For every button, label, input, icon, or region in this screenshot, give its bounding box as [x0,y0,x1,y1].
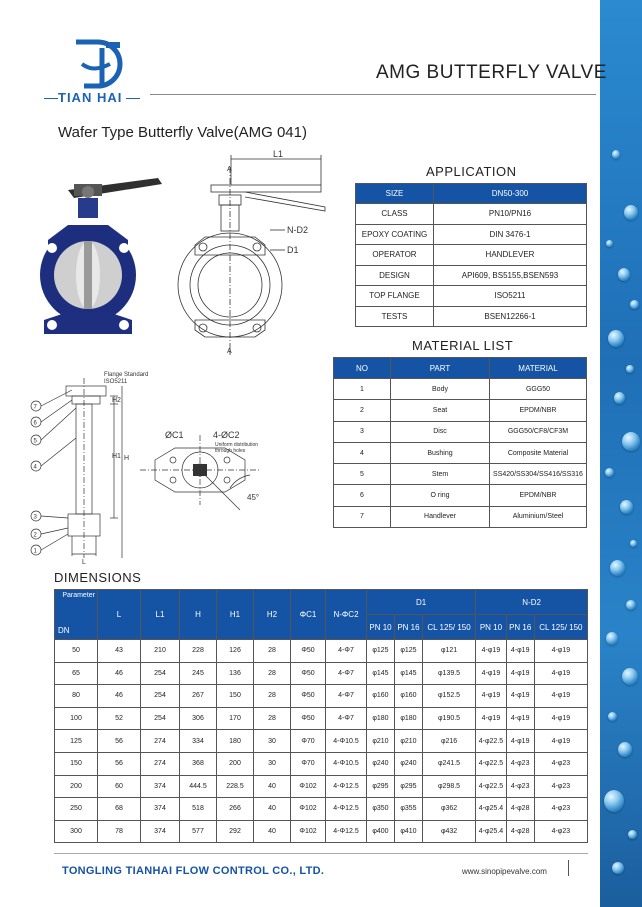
dimensions-cell: Φ102 [291,775,326,798]
dimensions-cell: 200 [55,775,98,798]
dimensions-cell: 4-φ19 [476,662,507,685]
dimensions-cell: 78 [98,820,141,843]
dimensions-cell: 4-φ23 [534,820,587,843]
label-l: L [82,559,86,566]
dimensions-corner: Parameter DN [55,590,98,640]
application-row-design: DESIGN API609, BS5155,BSEN593 [356,265,587,286]
dimensions-cell: 4-Φ7 [326,707,367,730]
label-c1: ØC1 [165,430,184,440]
callout-2: 2 [33,532,37,539]
dimensions-cell: 30 [254,730,291,753]
dimensions-title: DIMENSIONS [54,570,142,585]
dimensions-cell: 254 [141,662,180,685]
dimensions-cell: 4-Φ7 [326,662,367,685]
dimensions-cell: 266 [217,798,254,821]
dimensions-cell: φ410 [394,820,422,843]
dimensions-body [55,640,588,843]
dimensions-cell: φ210 [394,730,422,753]
dimensions-cell: 374 [141,820,180,843]
dimensions-row [55,662,588,685]
dimensions-cell: φ121 [422,640,475,663]
label-uniform: Uniform distribution [215,442,259,448]
dimensions-cell: 56 [98,752,141,775]
dimensions-cell: 40 [254,775,291,798]
dimensions-cell: 4-φ22.5 [476,730,507,753]
side-view-drawing [26,368,149,568]
material-row: 5 Stem SS420/SS304/SS416/SS316 [334,464,587,485]
dimensions-cell: 4-φ23 [534,798,587,821]
dimensions-cell: 4-φ22.5 [476,775,507,798]
dimensions-cell: 56 [98,730,141,753]
application-table [355,183,587,327]
header-divider [150,94,596,95]
dimensions-cell: Φ50 [291,707,326,730]
material-header-row: NO PART MATERIAL [334,358,587,379]
dimensions-cell: 4-φ19 [506,730,534,753]
dimensions-cell: 254 [141,685,180,708]
dimensions-cell: 28 [254,662,291,685]
dimensions-cell: φ295 [367,775,395,798]
dimensions-cell: 40 [254,798,291,821]
dimensions-row [55,752,588,775]
label-45deg: 45° [247,493,260,502]
dimensions-cell: 125 [55,730,98,753]
material-row: 6 O ring EPDM/NBR [334,485,587,506]
dimensions-cell: Φ70 [291,752,326,775]
dimensions-row [55,640,588,663]
dimensions-table [54,589,588,843]
dimensions-cell: 4-φ19 [534,685,587,708]
dimensions-cell: 4-φ19 [506,640,534,663]
dimensions-cell: 250 [55,798,98,821]
dimensions-cell: 136 [217,662,254,685]
dimensions-cell: 374 [141,775,180,798]
dimensions-cell: 4-φ23 [506,752,534,775]
dimensions-cell: Φ50 [291,685,326,708]
dimensions-cell: 228 [180,640,217,663]
material-row: 3 Disc GGG50/CF8/CF3M [334,421,587,442]
dimensions-cell: 4-φ19 [476,707,507,730]
label-h: H [124,455,130,462]
dimensions-row [55,775,588,798]
dimensions-cell: 254 [141,707,180,730]
application-row-tests: TESTS BSEN12266-1 [356,306,587,327]
callout-5: 5 [33,438,37,445]
dimensions-cell: 150 [217,685,254,708]
dimensions-cell: 28 [254,640,291,663]
dimensions-cell: 4-Φ10.5 [326,730,367,753]
dimensions-cell: 4-φ19 [534,640,587,663]
callout-3: 3 [33,514,37,521]
dimensions-cell: 60 [98,775,141,798]
material-table [333,357,587,528]
dimensions-cell: 4-φ19 [506,707,534,730]
callout-7: 7 [33,404,37,411]
dimensions-cell: 170 [217,707,254,730]
dimensions-cell: φ298.5 [422,775,475,798]
dimensions-cell: 4-Φ7 [326,640,367,663]
dimensions-cell: 200 [217,752,254,775]
dimensions-cell: 46 [98,685,141,708]
footer-company: TONGLING TIANHAI FLOW CONTROL CO., LTD. [62,865,325,877]
dimensions-cell: φ432 [422,820,475,843]
dimensions-cell: 4-Φ12.5 [326,798,367,821]
dimensions-cell: φ152.5 [422,685,475,708]
label-nd2: N-D2 [287,225,309,235]
dimensions-cell: φ190.5 [422,707,475,730]
material-row: 2 Seat EPDM/NBR [334,400,587,421]
dimensions-cell: 100 [55,707,98,730]
water-drops-decoration [600,0,642,907]
dimensions-cell: φ160 [367,685,395,708]
dimensions-cell: 4-φ19 [506,685,534,708]
label-h2: H2 [112,397,121,404]
dimensions-cell: 292 [217,820,254,843]
dimensions-cell: φ362 [422,798,475,821]
dimensions-cell: 150 [55,752,98,775]
dimensions-row [55,730,588,753]
dimensions-cell: 50 [55,640,98,663]
dimensions-cell: 245 [180,662,217,685]
dimensions-cell: 274 [141,730,180,753]
label-h1: H1 [112,453,121,460]
dimensions-cell: 68 [98,798,141,821]
dimensions-subheader-row: PN 10 PN 16 CL 125/ 150 PN 10 PN 16 CL 125/ 150 [55,615,588,640]
dimensions-row [55,798,588,821]
label-d1: D1 [287,245,299,255]
dimensions-cell: 4-φ19 [534,662,587,685]
dimensions-cell: 65 [55,662,98,685]
dimensions-row [55,820,588,843]
callout-6: 6 [33,420,37,427]
dimensions-cell: 4-Φ12.5 [326,775,367,798]
dimensions-cell: 267 [180,685,217,708]
dimensions-cell: 4-φ28 [506,820,534,843]
dimensions-cell: 180 [217,730,254,753]
label-iso: ISO5211 [104,379,128,385]
callout-1: 1 [33,548,37,555]
dimensions-cell: 28 [254,685,291,708]
dimensions-cell: 4-φ19 [506,662,534,685]
label-l1: L1 [273,149,284,159]
dimensions-cell: 577 [180,820,217,843]
dimensions-cell: 4-Φ7 [326,685,367,708]
dimensions-cell: 4-φ22.5 [476,752,507,775]
dimensions-cell: 46 [98,662,141,685]
callout-4: 4 [33,464,37,471]
application-row-operator: OPERATOR HANDLEVER [356,245,587,266]
valve-photo [38,170,178,345]
top-flange-drawing [135,420,305,525]
dimensions-cell: φ400 [367,820,395,843]
dimensions-cell: 306 [180,707,217,730]
dimensions-cell: 334 [180,730,217,753]
dimensions-cell: 274 [141,752,180,775]
dimensions-cell: φ241.5 [422,752,475,775]
product-subtitle: Wafer Type Butterfly Valve(AMG 041) [58,124,307,141]
dimensions-cell: 52 [98,707,141,730]
dimensions-cell: 210 [141,640,180,663]
dimensions-cell: 4-φ19 [476,685,507,708]
dimensions-cell: φ210 [367,730,395,753]
dimensions-cell: 300 [55,820,98,843]
dimensions-cell: 4-φ19 [534,730,587,753]
dimensions-row [55,685,588,708]
material-row: 7 Handlever Aluminium/Steel [334,506,587,527]
dimensions-cell: φ139.5 [422,662,475,685]
footer-website[interactable]: www.sinopipevalve.com [462,867,547,876]
dimensions-cell: 43 [98,640,141,663]
dimensions-cell: 4-φ23 [534,752,587,775]
dimensions-cell: φ180 [367,707,395,730]
dimensions-cell: Φ102 [291,798,326,821]
dimensions-cell: 126 [217,640,254,663]
material-row: 4 Bushing Composite Material [334,442,587,463]
label-a-bottom: A [227,348,232,355]
dimensions-cell: 4-φ23 [506,775,534,798]
footer-separator [568,860,569,876]
label-through: through holes [215,448,246,454]
application-row-coating: EPOXY COATING DIN 3476-1 [356,224,587,245]
dimensions-cell: Φ50 [291,640,326,663]
dimensions-header-row: Parameter DN L L1 H H1 H2 ΦC1 N-ΦC2 D1 N-D2 [55,590,588,615]
dimensions-cell: 4-Φ10.5 [326,752,367,775]
dimensions-row [55,707,588,730]
front-view-drawing [175,145,355,355]
dimensions-cell: φ125 [394,640,422,663]
dimensions-cell: φ160 [394,685,422,708]
application-row-topflange: TOP FLANGE ISO5211 [356,286,587,307]
brand-name: TIAN HAI [58,90,123,105]
material-row: 1 Body GGG50 [334,379,587,400]
dimensions-cell: φ355 [394,798,422,821]
page-title: AMG BUTTERFLY VALVE [376,62,607,83]
dimensions-cell: 368 [180,752,217,775]
application-row-size: SIZE DN50-300 [356,184,587,204]
dimensions-cell: 4-φ19 [476,640,507,663]
dimensions-cell: 4-Φ12.5 [326,820,367,843]
dimensions-cell: 30 [254,752,291,775]
dimensions-cell: φ180 [394,707,422,730]
logo-rule-left [44,98,58,99]
application-row-class: CLASS PN10/PN16 [356,204,587,225]
dimensions-cell: φ145 [394,662,422,685]
dimensions-cell: 444.5 [180,775,217,798]
dimensions-cell: 4-φ23 [534,775,587,798]
dimensions-cell: φ240 [367,752,395,775]
dimensions-cell: 374 [141,798,180,821]
dimensions-cell: φ216 [422,730,475,753]
dimensions-cell: 4-φ25.4 [476,820,507,843]
label-a-top: A [227,166,232,173]
footer-divider [54,853,588,854]
dimensions-cell: Φ50 [291,662,326,685]
label-nc2: 4-ØC2 [213,430,240,440]
dimensions-cell: 4-φ28 [506,798,534,821]
dimensions-cell: φ240 [394,752,422,775]
material-title: MATERIAL LIST [412,338,514,353]
label-flange: Flange Standard [104,372,149,378]
dimensions-cell: 28 [254,707,291,730]
dimensions-cell: φ295 [394,775,422,798]
logo-rule-right [126,98,140,99]
dimensions-cell: φ350 [367,798,395,821]
dimensions-cell: Φ70 [291,730,326,753]
dimensions-cell: 80 [55,685,98,708]
dimensions-cell: 228.5 [217,775,254,798]
dimensions-cell: φ145 [367,662,395,685]
application-title: APPLICATION [426,164,517,179]
dimensions-cell: 4-φ25.4 [476,798,507,821]
dimensions-cell: 518 [180,798,217,821]
dimensions-cell: φ125 [367,640,395,663]
dimensions-cell: Φ102 [291,820,326,843]
company-logo [62,36,142,96]
dimensions-cell: 40 [254,820,291,843]
dimensions-cell: 4-φ19 [534,707,587,730]
